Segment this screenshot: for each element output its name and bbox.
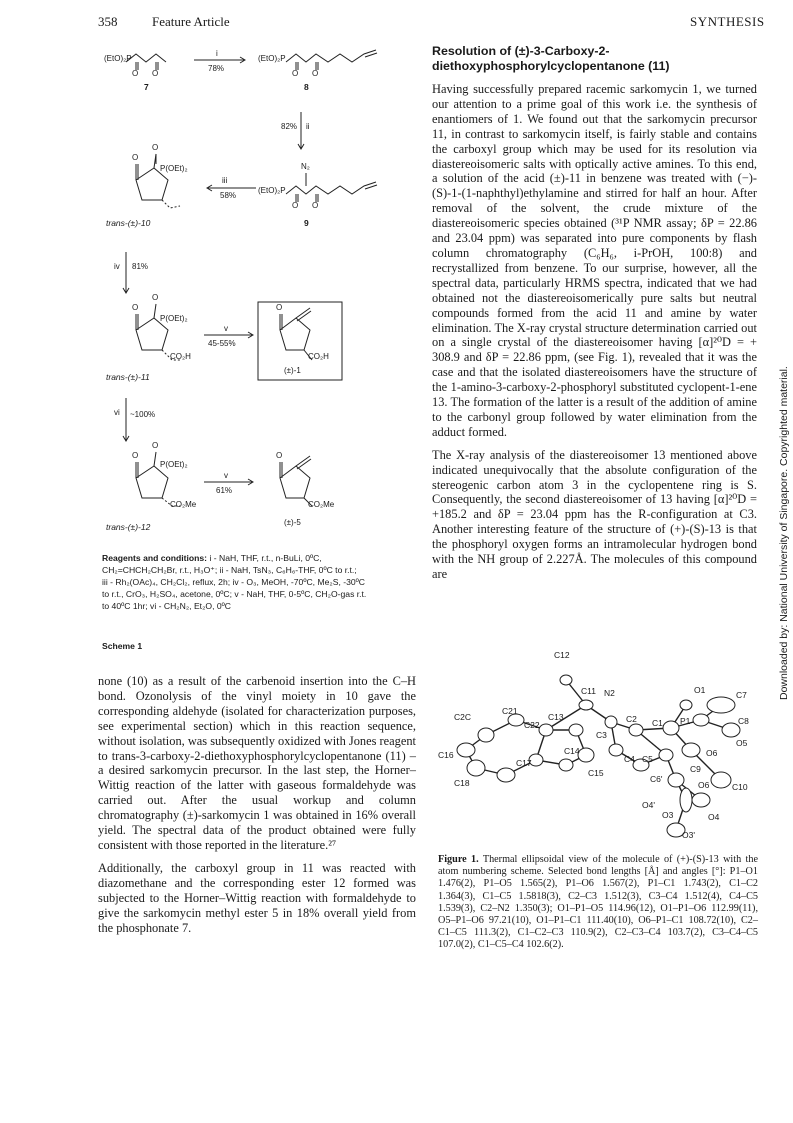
step-ii-yield: 82% [281,122,298,131]
atom-label: O4' [642,800,655,810]
figure-caption-title: Figure 1. [438,854,479,865]
svg-text:O: O [312,201,319,210]
svg-text:O: O [132,153,139,162]
atom-label: C22 [524,720,540,730]
c11-acid: CO₂H [170,352,191,361]
atom-label: O3 [662,810,674,820]
atom-label: C4 [624,754,635,764]
reaction-scheme [96,40,426,660]
atom-label: C2 [626,714,637,724]
paragraph: Having successfully prepared racemic sarkomycin 1, we turned our attention to a prime goal of this work i.e. the synthesis of enantiomers of 1. We found out that the sarkomycin precursor 11, in contrast to sarkomycin itself, is fairly stable and contains the carboxyl group which may be used for its resolution via diastereoisomeric salts with optically active amines. To this end, a solution of the acid (±)-11 in benzene was treated with (−)-(S)-1-(1-naphthyl)ethylamine and stirred for half an hour. After removal of the solvent, the crude mixture of the diastereoisomeric species obtained (³¹P NMR assay; δP = 22.86 and 23.04 ppm) was separated into pure components by flash column chromatography (C₆H₆, i-PrOH, 100:8) and recrystallized from benzene. To our surprise, however, all the spectral data, particularly HRMS spectra, indicated that we had obtained not the diastereoisomerically pure salts but neutral compounds formed from the acid 11 and amine by water elimination. The X-ray crystal structure determination carried out on a single crystal of the diastereoisomer having [α]²⁰D = + 308.9 and δP = 22.86 ppm, (see Fig. 1), revealed that it was the case and that the isolated diastereoisomers have the structure of the 1-amino-3-carboxy-2-phosphoryl substituted cyclopent-1-ene 13. The formation of the latter is a result of the addition of amine to the carbonyl group followed by water elimination from the adduct formed. [432,82,757,439]
left-column [98,674,416,943]
conditions-title: Reagents and conditions: [102,553,208,563]
step-i-reagent: i [216,49,218,58]
svg-text:O: O [312,69,319,78]
svg-text:O: O [276,303,283,312]
c8-label: 8 [304,82,309,92]
ortep-figure [436,650,760,846]
svg-text:O: O [152,69,159,78]
step-iv-reagent: iv [114,262,120,271]
c7-label: 7 [144,82,149,92]
svg-text:O: O [132,303,139,312]
svg-text:O: O [132,69,139,78]
c8-formula: (EtO)₂P [258,54,286,63]
step-v2-yield: 61% [216,486,233,495]
atom-label: O5 [736,738,748,748]
atom-label: O6 [706,748,718,758]
c5-ester: CO₂Me [308,500,335,509]
atom-label: C7 [736,690,747,700]
c10-group: P(OEt)₂ [160,164,188,173]
step-iii-reagent: iii [222,176,228,185]
conditions-line: iii - Rh₂(OAc)₄, CH₂Cl₂, reflux, 2h; iv - O₃, MeOH, -70ºC, Me₂S, -30ºC [102,577,365,587]
step-v1-yield: 45-55% [208,339,236,348]
paragraph: The X-ray analysis of the diastereoisomer 13 mentioned above indicated unequivocally that the absolute configuration of the stereogenic carbon atom 3 in the cyclopentene ring is S. Consequently, the second diastereoisomer of 13 having [α]²⁰D = +185.2 and δP = 23.04 ppm has the R-configuration at C3. Another interesting feature of the structure of (+)-(S)-13 is that the phosphoryl oxygen forms an intramolecular hydrogen bond with the NH group of 2.227Å. The molecules of this compound are [432,447,757,581]
step-v2-reagent: v [224,471,228,480]
figure-caption-text: Thermal ellipsoidal view of the molecule of (+)-(S)-13 with the atom numbering scheme. Selected bond lengths [Å] and angles [°]: P1–O1 1.476(2), P1–O5 1.565(2), P1–O6 1.567(2), P1–C1 1.743(2), C1–C2 1.364(3), C1–C5 1.5818(3), C2–C3 1.512(3), C3–C4 1.512(4), C4–C5 1.539(3), C2–N2 1.350(3); O1–P1–O5 114.96(12), O1–P1–O6 112.99(11), O5–P1–O6 97.21(10), O1–P1–C1 111.40(10), O6–P1–C1 108.72(10), C2–C1–C5 111.3(2), C1–C2–C3 110.9(2), C2–C3–C4 103.7(2), C3–C4–C5 107.0(2), C1–C5–C4 102.6(2). [438,854,758,951]
svg-text:O: O [152,293,159,302]
atom-label: C18 [454,778,470,788]
step-ii-reagent: ii [306,122,310,131]
page-number: 358 [98,14,118,29]
c12-ester: CO₂Me [170,500,197,509]
svg-text:O: O [292,201,299,210]
c9-azide: N₂ [301,162,310,171]
atom-label: C5 [642,754,653,764]
svg-text:O: O [152,441,159,450]
right-column [432,44,757,590]
scheme-caption: Scheme 1 [102,641,143,651]
scheme-drawing [96,40,426,580]
c1-acid: CO₂H [308,352,329,361]
paragraph: Additionally, the carboxyl group in 11 was reacted with diazomethane and the corresponding ester 12 formed was subjected to the Horner–Wittig reaction with formaldehyde to give the sarkomycin methyl ester 5 in 18% overall yield from the phosphonate 7. [98,860,416,935]
atom-label: C13 [548,712,564,722]
atom-label: C14 [564,746,580,756]
c9-label: 9 [304,218,309,228]
atom-label: C21 [502,706,518,716]
c9-formula: (EtO)₂P [258,186,286,195]
step-iii-yield: 58% [220,191,237,200]
c11-group: P(OEt)₂ [160,314,188,323]
conditions-line: to 40ºC 1hr; vi - CH₂N₂, Et₂O, 0ºC [102,601,231,611]
paragraph: none (10) as a result of the carbenoid insertion into the C–H bond. Ozonolysis of the vinyl moiety in 10 gave the corresponding aldehyde (isolated for characterization purposes, see experimental section) which in this reaction sequence, without isolation, was subsequently oxidized with Jones reagent to trans-3-carboxy-2-diethoxyphosphorylcyclopentanone (11) – a desired sarkomycin precursor. In the last step, the Horner–Wittig reaction of the latter with gaseous formaldehyde was carried out. After the usual workup and column chromatography (±)-sarkomycin 1 was obtained in 16% overall yield. The spectral data of the product obtained were fully consistent with those reported in the literature.²⁷ [98,674,416,852]
reaction-conditions [102,552,422,612]
atom-label: C11 [581,686,596,696]
c10-label: trans-(±)-10 [106,218,151,228]
svg-text:O: O [152,143,159,152]
figure-caption [438,854,758,952]
atom-label: C15 [588,768,604,778]
atom-label: C8 [738,716,749,726]
c12-group: P(OEt)₂ [160,460,188,469]
svg-text:O: O [276,451,283,460]
atom-label: C10 [732,782,748,792]
atom-label: O3' [682,830,695,840]
atom-label: C1 [652,718,663,728]
step-v1-reagent: v [224,324,228,333]
atom-label: P1 [680,716,691,726]
conditions-line: CH₂=CHCH₂CH₂Br, r.t., H₃O⁺; ii - NaH, TsN₃, C₆H₆-THF, 0ºC to r.t.; [102,565,357,575]
atom-label: O4 [708,812,720,822]
atom-label: C6' [650,774,663,784]
atom-label: N2 [604,688,615,698]
atom-label: C3 [596,730,607,740]
atom-label: C12 [554,650,570,660]
section-heading: Resolution of (±)-3-Carboxy-2-diethoxyphosphorylcyclopentanone (11) [432,44,670,73]
conditions-line: i - NaH, THF, r.t., n-BuLi, 0ºC, [209,553,322,563]
c12-label: trans-(±)-12 [106,522,151,532]
c7-formula: (EtO)₂P [104,54,132,63]
svg-text:O: O [132,451,139,460]
journal-name: SYNTHESIS [690,14,765,29]
conditions-line: to r.t., CrO₃, H₂SO₄, acetone, 0ºC; v - NaH, THF, 0-5ºC, CH₂O-gas r.t. [102,589,367,599]
atom-label: C9 [690,764,701,774]
atom-label: O6 [698,780,710,790]
step-vi-yield: ~100% [130,410,156,419]
atom-label: C17 [516,758,532,768]
c11-label: trans-(±)-11 [106,372,150,382]
atom-label: O1 [694,685,706,695]
c1-label: (±)-1 [284,366,301,375]
step-vi-reagent: vi [114,408,120,417]
atom-label: C2C [454,712,472,722]
step-iv-yield: 81% [132,262,149,271]
svg-text:O: O [292,69,299,78]
c5-label: (±)-5 [284,518,301,527]
step-i-yield: 78% [208,64,225,73]
download-note: Downloaded by: National University of Singapore. Copyrighted material. [778,366,790,700]
section-label: Feature Article [152,14,230,29]
atom-label: C16 [438,750,454,760]
